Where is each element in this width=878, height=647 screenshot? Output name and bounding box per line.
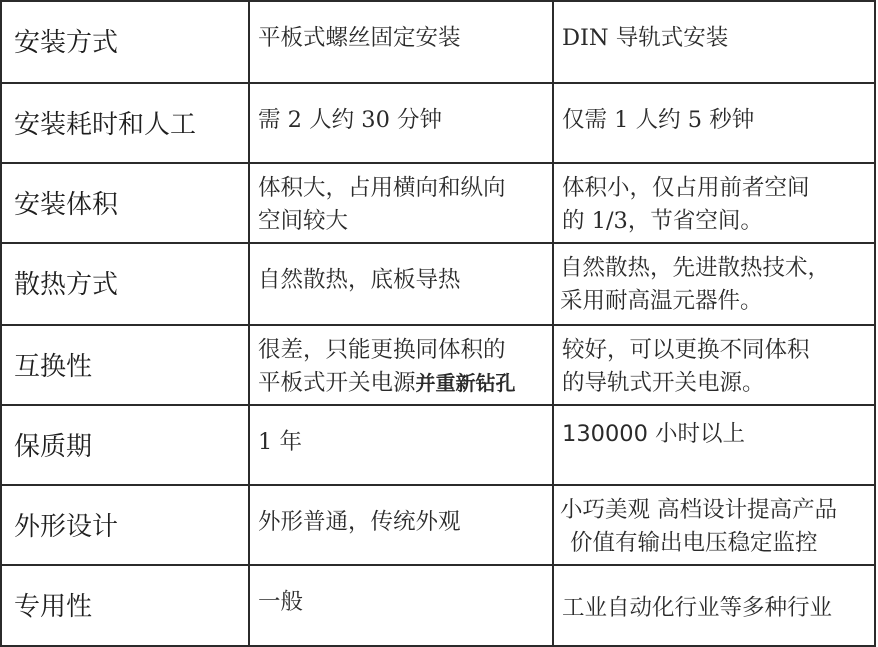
cell-text: 体积小，仅占用前者空间 bbox=[562, 175, 810, 201]
din-rail-cell bbox=[553, 485, 875, 565]
table-row bbox=[1, 83, 875, 163]
cell-text: 的导轨式开关电源。 bbox=[562, 370, 765, 396]
row-label: 安装方式 bbox=[14, 28, 119, 58]
cell-text-line bbox=[258, 367, 552, 400]
row-label-cell bbox=[1, 325, 249, 405]
table-row bbox=[1, 325, 875, 405]
cell-text: 很差，只能更换同体积的 bbox=[258, 337, 506, 363]
panel-mount-cell bbox=[249, 1, 553, 83]
cell-text: 平板式螺丝固定安装 bbox=[258, 25, 461, 51]
cell-text: 自然散热，底板导热 bbox=[258, 267, 461, 293]
panel-mount-cell bbox=[249, 163, 553, 243]
table-row bbox=[1, 1, 875, 83]
panel-mount-cell bbox=[249, 565, 553, 646]
panel-mount-cell bbox=[249, 485, 553, 565]
row-label: 散热方式 bbox=[14, 270, 119, 300]
cell-text: 小巧美观 高档设计提高产品 bbox=[560, 497, 838, 523]
din-rail-cell bbox=[553, 243, 875, 325]
table-row bbox=[1, 565, 875, 646]
table-row bbox=[1, 485, 875, 565]
din-rail-cell bbox=[553, 83, 875, 163]
cell-text: 外形普通，传统外观 bbox=[258, 509, 461, 535]
row-label-cell bbox=[1, 83, 249, 163]
din-rail-cell bbox=[553, 565, 875, 646]
row-label: 专用性 bbox=[14, 592, 93, 622]
cell-text: 采用耐高温元器件。 bbox=[560, 288, 763, 314]
table-row bbox=[1, 163, 875, 243]
row-label: 外形设计 bbox=[14, 512, 119, 542]
panel-mount-cell bbox=[249, 83, 553, 163]
cell-text: 工业自动化行业等多种行业 bbox=[562, 595, 833, 621]
row-label-cell bbox=[1, 1, 249, 83]
cell-text: 较好，可以更换不同体积 bbox=[562, 337, 810, 363]
row-label-cell bbox=[1, 405, 249, 485]
row-label: 互换性 bbox=[14, 352, 93, 382]
cell-text: 的 1/3，节省空间。 bbox=[562, 208, 763, 234]
din-rail-cell bbox=[553, 325, 875, 405]
din-rail-cell bbox=[553, 1, 875, 83]
cell-text: 价值有输出电压稳定监控 bbox=[570, 530, 818, 556]
cell-text: 自然散热，先进散热技术， bbox=[560, 255, 831, 281]
cell-text: 130000 小时以上 bbox=[562, 421, 746, 447]
cell-text: 平板式开关电源 bbox=[258, 370, 416, 396]
row-label-cell bbox=[1, 485, 249, 565]
panel-mount-cell bbox=[249, 243, 553, 325]
cell-text: 体积大，占用横向和纵向 bbox=[258, 175, 506, 201]
cell-text: 仅需 1 人约 5 秒钟 bbox=[562, 107, 755, 133]
cell-text: 一般 bbox=[258, 589, 304, 615]
din-rail-cell bbox=[553, 163, 875, 243]
panel-mount-cell bbox=[249, 325, 553, 405]
din-rail-cell bbox=[553, 405, 875, 485]
row-label: 安装体积 bbox=[14, 190, 119, 220]
row-label-cell bbox=[1, 243, 249, 325]
cell-text: 1 年 bbox=[258, 429, 302, 455]
row-label-cell bbox=[1, 163, 249, 243]
cell-text: 空间较大 bbox=[258, 208, 349, 234]
row-label: 保质期 bbox=[14, 432, 93, 462]
cell-text: 需 2 人约 30 分钟 bbox=[258, 107, 443, 133]
table-row bbox=[1, 405, 875, 485]
panel-mount-cell bbox=[249, 405, 553, 485]
row-label: 安装耗时和人工 bbox=[14, 110, 197, 140]
table-row bbox=[1, 243, 875, 325]
cell-text-emphasis: 并重新钻孔 bbox=[415, 371, 516, 395]
cell-text: DIN 导轨式安装 bbox=[562, 25, 729, 51]
row-label-cell bbox=[1, 565, 249, 646]
